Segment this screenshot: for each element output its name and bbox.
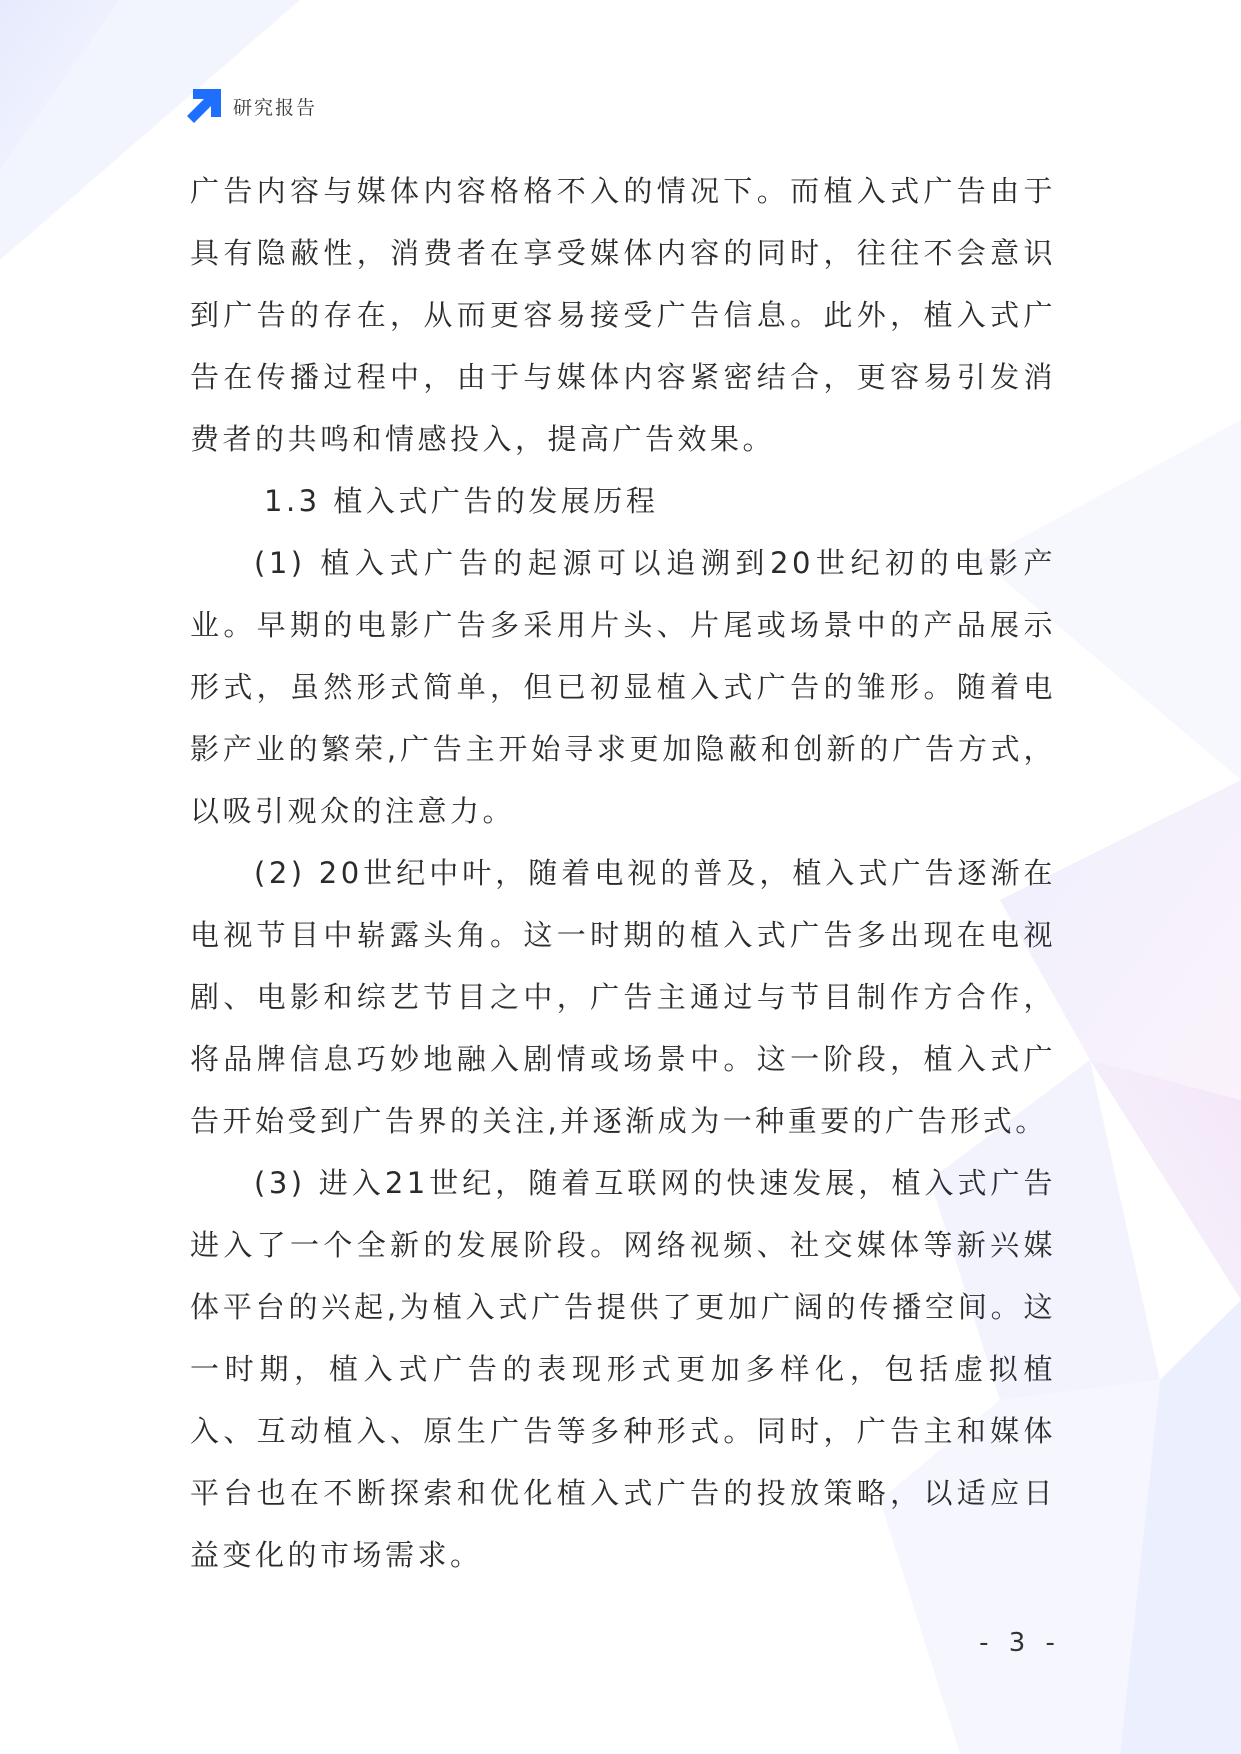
arrow-up-right-icon [187, 89, 221, 123]
paragraph-3: (3) 进入21世纪，随着互联网的快速发展，植入式广告进入了一个全新的发展阶段。网络视频、社交媒体等新兴媒体平台的兴起,为植入式广告提供了更加广阔的传播空间。这一时期，植入式广告的表现形式更加多样化，包括虚拟植入、互动植入、原生广告等多种形式。同时，广告主和媒体平台也在不断探索和优化植入式广告的投放策略，以适应日益变化的市场需求。 [190, 1166, 1056, 1572]
section-heading: 1.3 植入式广告的发展历程 [264, 484, 659, 518]
paragraph-1: (1) 植入式广告的起源可以追溯到20世纪初的电影产业。早期的电影广告多采用片头、片尾或场景中的产品展示形式，虽然形式简单，但已初显植入式广告的雏形。随着电影产业的繁荣,广告主开始寻求更加隐蔽和创新的广告方式，以吸引观众的注意力。 [190, 546, 1056, 828]
paragraph-2: (2) 20世纪中叶，随着电视的普及，植入式广告逐渐在电视节目中崭露头角。这一时期的植入式广告多出现在电视剧、电影和综艺节目之中，广告主通过与节目制作方合作，将品牌信息巧妙地融入剧情或场景中。这一阶段，植入式广告开始受到广告界的关注,并逐渐成为一种重要的广告形式。 [190, 856, 1056, 1138]
intro-paragraph: 广告内容与媒体内容格格不入的情况下。而植入式广告由于具有隐蔽性，消费者在享受媒体内容的同时，往往不会意识到广告的存在，从而更容易接受广告信息。此外，植入式广告在传播过程中，由于与媒体内容紧密结合，更容易引发消费者的共鸣和情感投入，提高广告效果。 [190, 174, 1056, 456]
report-header [187, 88, 317, 124]
page-number: - 3 - [979, 1628, 1061, 1658]
header-title: 研究报告 [233, 96, 318, 119]
document-body [190, 160, 1056, 1586]
